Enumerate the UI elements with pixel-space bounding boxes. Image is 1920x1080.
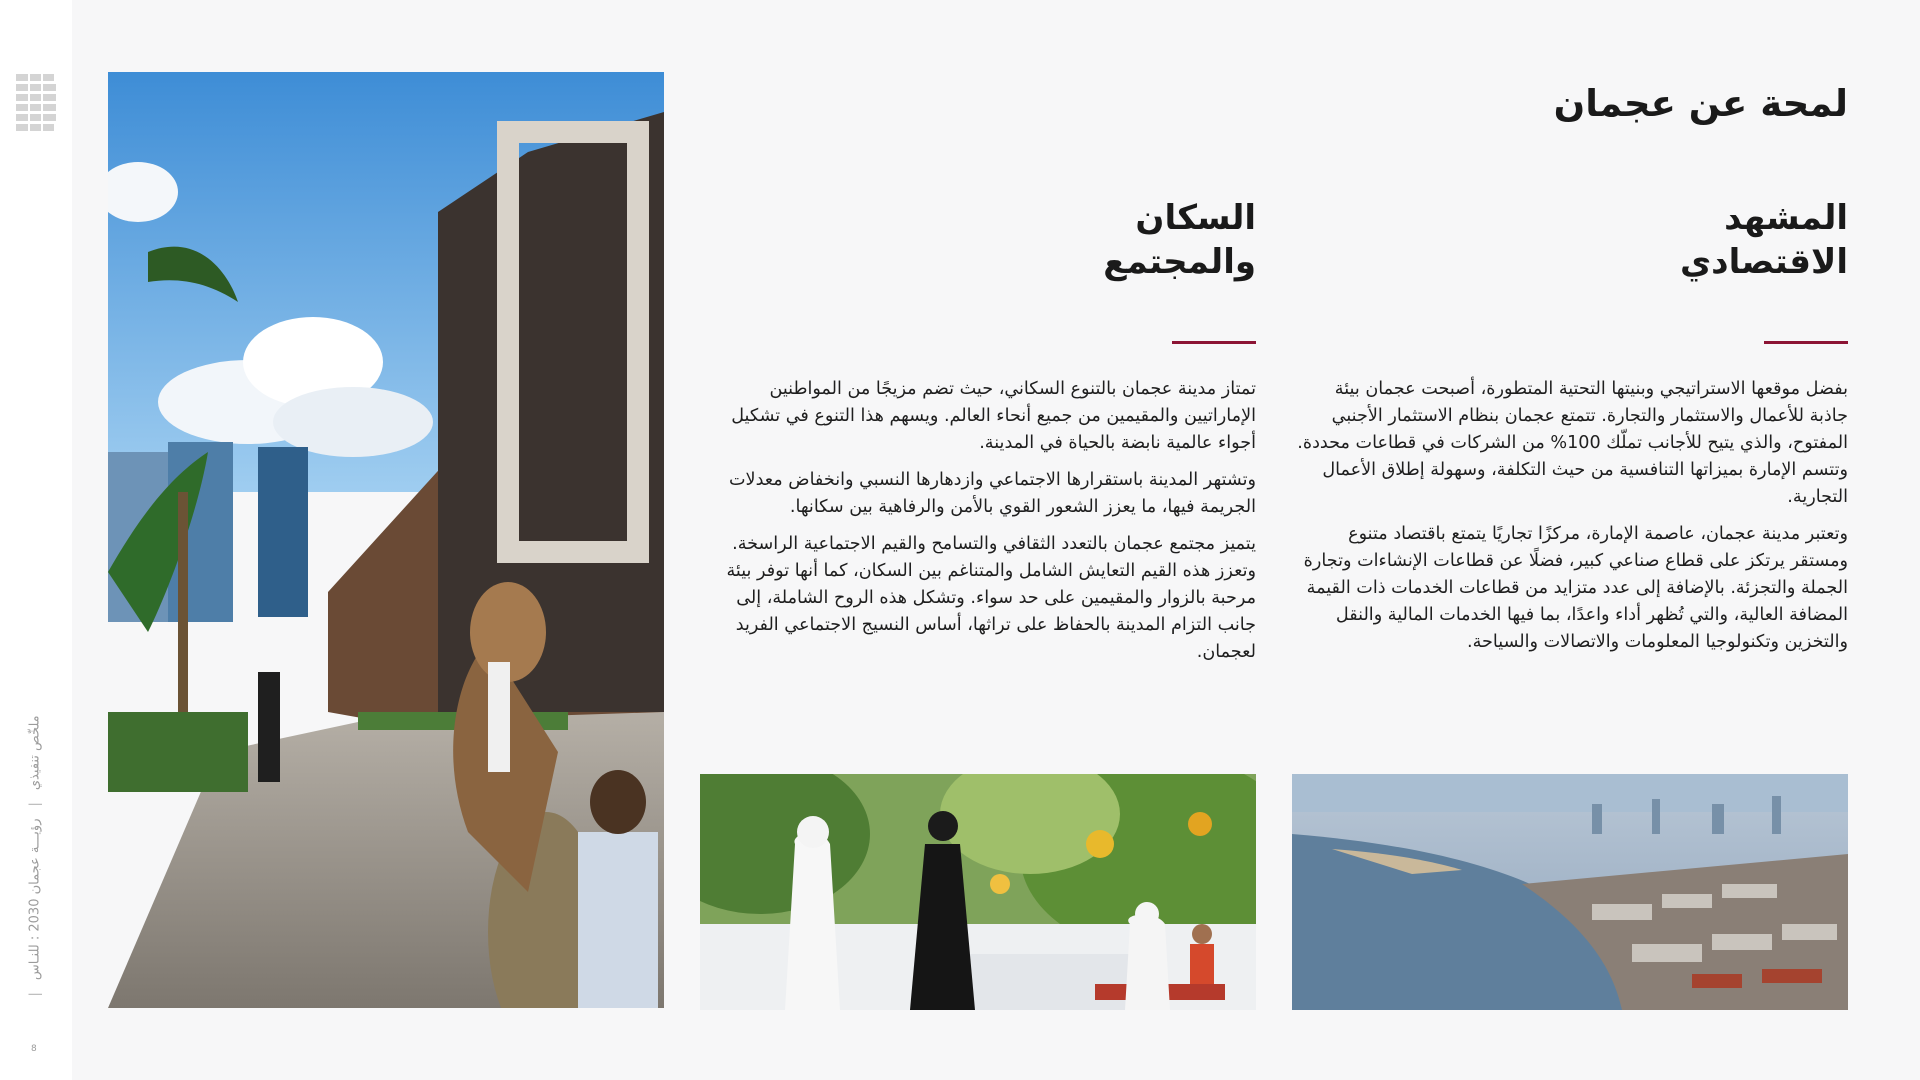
ajman-logo-icon [14, 72, 58, 138]
footer-divider-2: | [27, 992, 43, 997]
economy-heading-line2: الاقتصادي [1680, 242, 1848, 282]
economy-heading-line1: المشهد [1724, 198, 1848, 238]
economy-paragraph-2: وتعتبر مدينة عجمان، عاصمة الإمارة، مركزًا تجاريًا يتمتع باقتصاد متنوع ومستقر يرتكز على قطاع صناعي كبير، فضلًا عن قطاعات الإنشاءات وتجارة الجملة والتجزئة. بالإضافة إلى عدد متزايد من قطاعات الخدمات ذات القيمة المضافة العالية، والتي تُظهر أداء واعدًا، بما فيها الخدمات المالية والنقل والتخزين وتكنولوجيا المعلومات والاتصالات والسياحة. [1303, 524, 1848, 652]
page-number: 8 [31, 1044, 37, 1054]
economy-section [1292, 196, 1848, 666]
accent-divider [1172, 341, 1256, 344]
sidebar [0, 0, 72, 1080]
population-paragraph-2: وتشتهر المدينة باستقرارها الاجتماعي وازدهارها النسبي وانخفاض معدلات الجريمة فيها، ما يعزز الشعور القوي بالأمن والرفاهية بين سكانها. [728, 470, 1256, 517]
population-section [700, 196, 1256, 676]
economy-paragraph-1: بفضل موقعها الاستراتيجي وبنيتها التحتية المتطورة، أصبحت عجمان بيئة جاذبة للأعمال والاستثمار والتجارة. تتمتع عجمان بنظام الاستثمار الأجنبي المفتوح، والذي يتيح للأجانب تملّك 100% من الشركات في قطاعات محددة. وتتسم الإمارة بميزاتها التنافسية من حيث التكلفة، وسهولة إطلاق الأعمال التجارية. [1297, 379, 1848, 507]
population-paragraph-1: تمتاز مدينة عجمان بالتنوع السكاني، حيث تضم مزيجًا من المواطنين الإماراتيين والمقيمين من جميع أنحاء العالم. ويسهم هذا التنوع في تشكيل أجواء عالمية نابضة بالحياة في المدينة. [731, 379, 1256, 453]
population-heading [700, 196, 1256, 296]
accent-divider [1764, 341, 1848, 344]
footer-doc: رؤيـــة عجمان [27, 818, 43, 895]
people-photo [700, 774, 1256, 1010]
population-heading-line1: السكان [1135, 198, 1256, 238]
street-photo [108, 72, 664, 1008]
footer-tagline: للنـاس [27, 944, 43, 981]
footer-section: ملخّص تنفيذي [27, 715, 43, 791]
port-aerial-photo [1292, 774, 1848, 1010]
population-paragraph-3: يتميز مجتمع عجمان بالتعدد الثقافي والتسامح والقيم الاجتماعية الراسخة. وتعزز هذه القيم التعايش الشامل والمتناغم بين السكان، كما أنها توفر بيئة مرحبة بالزوار والمقيمين على حد سواء. وتشكل هذه الروح الشاملة، إلى جانب التزام المدينة بالحفاظ على تراثها، أساس النسيج الاجتماعي الفريد لعجمان. [726, 534, 1256, 662]
page-title: لمحة عن عجمان [1553, 82, 1848, 125]
footer-year: 2030 [27, 898, 43, 932]
footer-divider: | [27, 802, 43, 807]
economy-heading [1292, 196, 1848, 296]
population-heading-line2: والمجتمع [1103, 242, 1256, 282]
footer-caption: ملخّص تنفيذي|رؤيـــة عجمان 2030 : للنـاس| [27, 715, 43, 997]
